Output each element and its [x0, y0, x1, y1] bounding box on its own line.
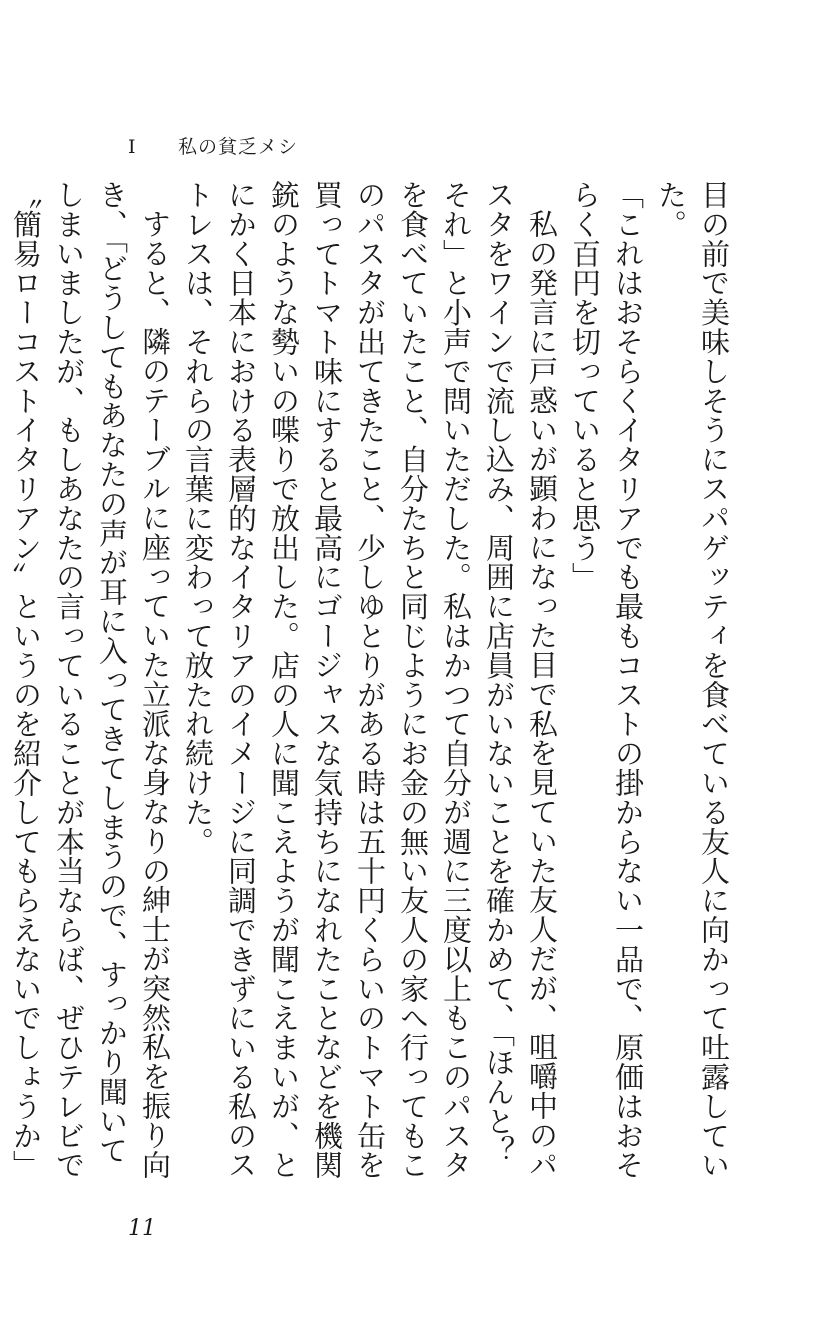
- body-text: [9, 180, 735, 1195]
- chapter-title: 私の貧乏メシ: [178, 136, 299, 158]
- paragraph-2: 「これはおそらくイタリアでも最もコストの掛からない一品で、原価はおそらく百円を切っていると思う」: [568, 180, 645, 1180]
- chapter-number: I: [128, 136, 137, 158]
- paragraph-4: すると、隣のテーブルに座っていた立派な身なりの紳士が突然私を振り向き、「どうしてもあなたの声が耳に入ってきてしまうので、すっかり聞いてしまいましたが、もしあなたの言っていることが本当ならば、ぜひテレビで〝簡易ローコストイタリアン〟というのを紹介してもらえないでしょうか」: [9, 180, 172, 1180]
- paragraph-1: 目の前で美味しそうにスパゲッティを食べている友人に向かって吐露していた。: [654, 180, 731, 1180]
- paragraph-3: 私の発言に戸惑いが顕わになった目で私を見ていた友人だが、咀嚼中のパスタをワインで流し込み、周囲に店員がいないことを確かめて、「ほんと？ それ」と小声で問いただした。私はかつて自分が週に三度以上もこのパスタを食べていたこと、自分たちと同じようにお金の無い友人の家へ行ってもこのパスタが出てきたこと、少しゆとりがある時は五十円くらいのトマト缶を買ってトマト味にすると最高にゴージャスな気持ちになれたことなどを機関銃のような勢いの喋りで放出した。店の人に聞こえようが聞こえまいが、とにかく日本における表層的なイタリアのイメージに同調できずにいる私のストレスは、それらの言葉に変わって放たれ続けた。: [181, 180, 559, 1195]
- running-head: [128, 132, 298, 159]
- page-number: 11: [128, 1216, 156, 1241]
